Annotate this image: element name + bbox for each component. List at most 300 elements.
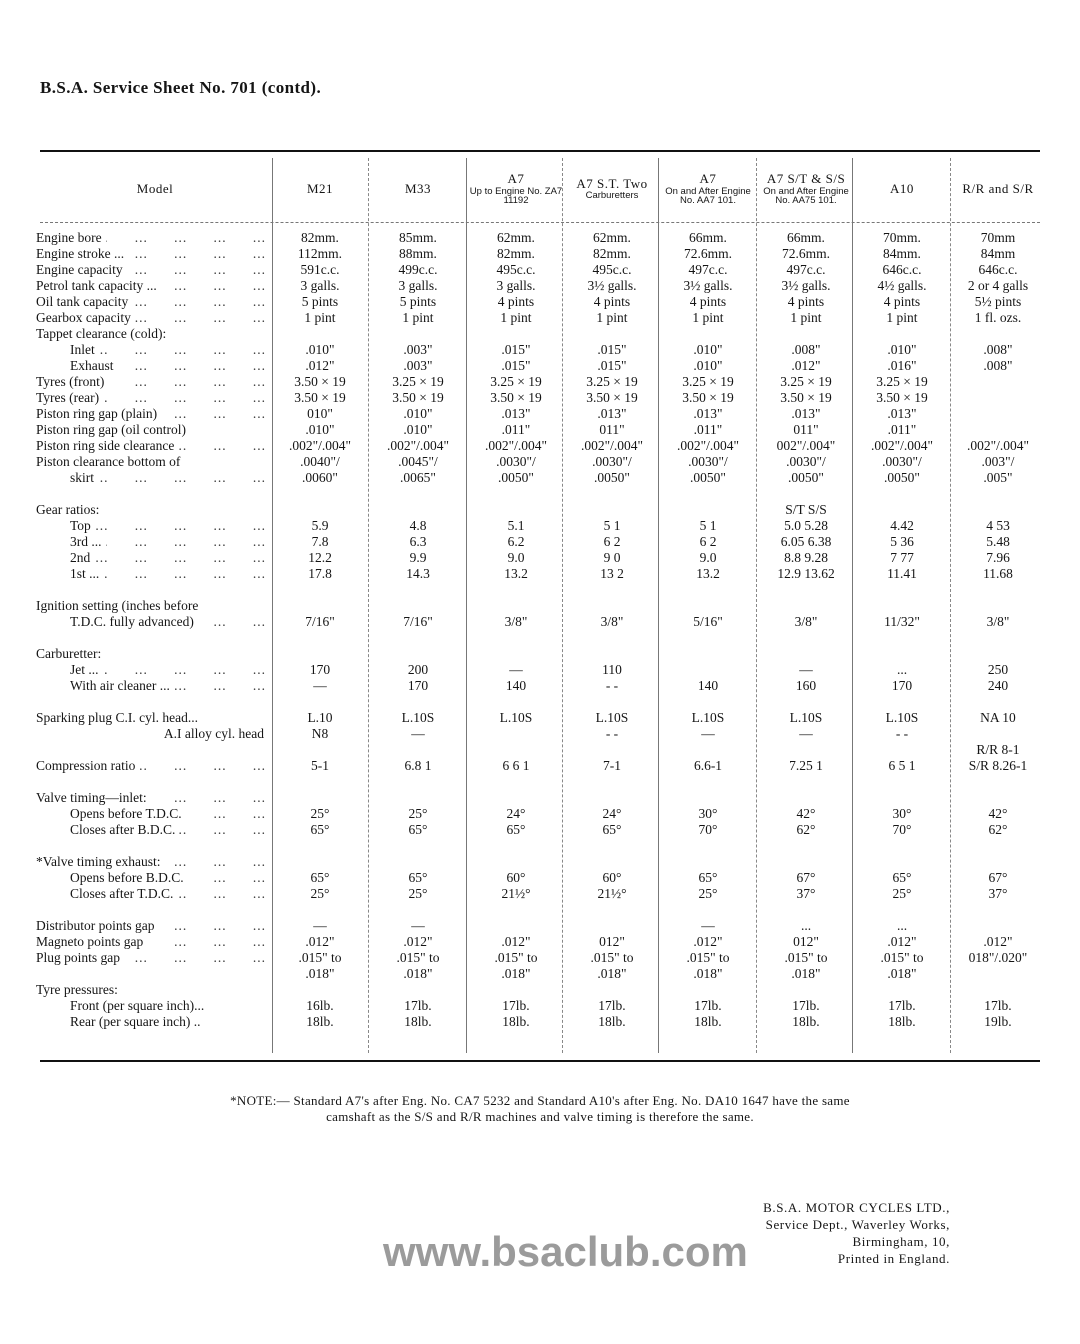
- row-label: Valve timing—inlet: ...: [36, 790, 272, 806]
- table-cell: .0050": [690, 470, 726, 485]
- table-cell: .010": [693, 358, 723, 373]
- table-cell: 1 fl. ozs.: [974, 310, 1022, 325]
- table-cell: 1 pint: [402, 310, 434, 325]
- table-cell: 18lb.: [306, 1014, 334, 1029]
- header-model-label: Model: [136, 180, 174, 196]
- table-cell: 6.8 1: [404, 758, 432, 773]
- row-label: Engine stroke ... ...: [36, 246, 272, 262]
- table-cell: 3.50 × 19: [876, 390, 928, 405]
- table-cell: 3 galls.: [398, 278, 438, 293]
- table-cell: 112mm.: [297, 246, 343, 261]
- column-header-title: M33: [404, 180, 432, 196]
- table-cell: 3.25 × 19: [392, 374, 444, 389]
- table-cell: 4 pints: [593, 294, 631, 309]
- table-cell: 497c.c.: [786, 262, 826, 277]
- table-cell: 5/16": [693, 614, 723, 629]
- table-cell: .010": [305, 342, 335, 357]
- table-cell: 5 1: [603, 518, 621, 533]
- table-cell: 24°: [506, 806, 526, 821]
- table-cell: 011": [793, 422, 819, 437]
- table-cell: 24°: [602, 806, 622, 821]
- table-cell: S/T S/S: [785, 502, 827, 517]
- table-cell: .010": [305, 422, 335, 437]
- table-cell: .002"/.004": [676, 438, 740, 453]
- table-cell: .012": [305, 934, 335, 949]
- table-cell: 5.48: [986, 534, 1010, 549]
- table-cell: 5 pints: [301, 294, 339, 309]
- row-label: Inlet ...: [36, 342, 272, 358]
- table-cell: 65°: [698, 870, 718, 885]
- table-cell: .013": [597, 406, 627, 421]
- table-cell: 3.25 × 19: [876, 374, 928, 389]
- table-cell: .016": [887, 358, 917, 373]
- table-cell: ...: [800, 918, 812, 933]
- table-cell: 3.25 × 19: [586, 374, 638, 389]
- table-cell: .013": [887, 406, 917, 421]
- table-cell: 65°: [310, 870, 330, 885]
- table-cell: 60°: [602, 870, 622, 885]
- table-cell: .002"/.004": [966, 438, 1030, 453]
- row-label: Opens before B.D.C. ...: [36, 870, 272, 886]
- table-cell: 11.41: [887, 566, 917, 581]
- table-cell: 17lb.: [694, 998, 722, 1013]
- table-cell: .015" to: [396, 950, 440, 965]
- table-cell: 3/8": [600, 614, 624, 629]
- table-cell: 497c.c.: [688, 262, 728, 277]
- table-cell: 3 galls.: [300, 278, 340, 293]
- row-label: Tyres (front) ...: [36, 374, 272, 390]
- table-cell: 646c.c.: [882, 262, 922, 277]
- table-cell: .018": [693, 966, 723, 981]
- row-label: T.D.C. fully advanced) ...: [36, 614, 272, 630]
- table-cell: 6.3: [409, 534, 427, 549]
- table-cell: 25°: [892, 886, 912, 901]
- table-cell: 3.50 × 19: [586, 390, 638, 405]
- row-label: Plug points gap ...: [36, 950, 272, 966]
- table-cell: 70mm: [980, 230, 1016, 245]
- table-cell: 17lb.: [502, 998, 530, 1013]
- table-cell: 37°: [796, 886, 816, 901]
- table-cell: 17lb.: [792, 998, 820, 1013]
- table-cell: .018": [887, 966, 917, 981]
- table-cell: .0030"/: [688, 454, 728, 469]
- table-cell: 7.25 1: [789, 758, 823, 773]
- table-cell: .015" to: [880, 950, 924, 965]
- column-header-title: A7: [699, 170, 717, 186]
- table-cell: 6.6-1: [693, 758, 723, 773]
- table-cell: 13.2: [696, 566, 720, 581]
- table-cell: .015" to: [784, 950, 828, 965]
- table-cell: - -: [605, 678, 619, 693]
- column-header-title: A7: [507, 170, 525, 186]
- table-cell: .010": [693, 342, 723, 357]
- table-cell: 9.0: [699, 550, 717, 565]
- table-cell: 25°: [408, 886, 428, 901]
- table-cell: 30°: [892, 806, 912, 821]
- table-cell: —: [313, 918, 327, 933]
- table-cell: 4 pints: [883, 294, 921, 309]
- table-cell: 1 pint: [886, 310, 918, 325]
- table-cell: .010": [403, 406, 433, 421]
- table-cell: 12.2: [308, 550, 332, 565]
- table-cell: 160: [795, 678, 817, 693]
- table-cell: 13.2: [504, 566, 528, 581]
- table-cell: 25°: [408, 806, 428, 821]
- table-cell: 18lb.: [598, 1014, 626, 1029]
- table-cell: 65°: [310, 822, 330, 837]
- table-cell: 170: [309, 662, 331, 677]
- row-label: With air cleaner ... ...: [36, 678, 272, 694]
- table-cell: 12.9 13.62: [777, 566, 835, 581]
- table-cell: L.10S: [789, 710, 823, 725]
- table-cell: 3.50 × 19: [490, 390, 542, 405]
- table-cell: 72.6mm.: [683, 246, 732, 261]
- table-cell: 84mm: [980, 246, 1016, 261]
- row-label: 3rd ... ...: [36, 534, 272, 550]
- table-cell: 30°: [698, 806, 718, 821]
- table-cell: 200: [407, 662, 429, 677]
- table-cell: 495c.c.: [496, 262, 536, 277]
- table-cell: .011": [887, 422, 917, 437]
- table-cell: 9.0: [507, 550, 525, 565]
- table-cell: .018": [791, 966, 821, 981]
- table-cell: .003": [403, 358, 433, 373]
- table-cell: N8: [311, 726, 329, 741]
- table-cell: 13 2: [600, 566, 624, 581]
- table-cell: .015" to: [590, 950, 634, 965]
- table-cell: 42°: [988, 806, 1008, 821]
- table-cell: 5.9: [311, 518, 329, 533]
- table-cell: 3/8": [504, 614, 528, 629]
- table-cell: 646c.c.: [978, 262, 1018, 277]
- table-cell: 6.2: [507, 534, 525, 549]
- table-cell: .0050": [498, 470, 534, 485]
- table-cell: .002"/.004": [288, 438, 352, 453]
- row-label: Engine capacity ...: [36, 262, 272, 278]
- table-cell: 62mm.: [593, 230, 631, 245]
- footer-line-1: B.S.A. MOTOR CYCLES LTD.,: [763, 1200, 950, 1215]
- table-cell: 1 pint: [304, 310, 336, 325]
- table-cell: 18lb.: [502, 1014, 530, 1029]
- table-cell: S/R 8.26-1: [968, 758, 1028, 773]
- table-cell: 17.8: [308, 566, 332, 581]
- table-cell: 7 77: [890, 550, 914, 565]
- table-cell: 4.8: [409, 518, 427, 533]
- table-cell: 250: [987, 662, 1009, 677]
- table-cell: L.10S: [499, 710, 533, 725]
- table-cell: 012": [793, 934, 819, 949]
- table-cell: 67°: [796, 870, 816, 885]
- table-cell: 010": [307, 406, 333, 421]
- table-cell: 62°: [796, 822, 816, 837]
- table-cell: 70°: [892, 822, 912, 837]
- table-cell: 37°: [988, 886, 1008, 901]
- table-cell: 5 36: [890, 534, 914, 549]
- table-cell: 3.50 × 19: [294, 374, 346, 389]
- table-cell: 3.50 × 19: [294, 390, 346, 405]
- table-cell: 3½ galls.: [587, 278, 637, 293]
- table-cell: 3 galls.: [496, 278, 536, 293]
- table-cell: 18lb.: [888, 1014, 916, 1029]
- column-header-title: A7 S.T. Two: [576, 175, 648, 191]
- table-cell: 495c.c.: [592, 262, 632, 277]
- table-cell: .015": [597, 358, 627, 373]
- table-cell: 7-1: [603, 758, 621, 773]
- row-label: Tyre pressures:: [36, 982, 272, 998]
- column-header-subtitle: Carburetters: [585, 190, 639, 202]
- table-cell: 82mm.: [301, 230, 339, 245]
- table-cell: 4½ galls.: [877, 278, 927, 293]
- table-cell: 5 1: [699, 518, 717, 533]
- table-cell: 591c.c.: [300, 262, 340, 277]
- table-cell: .018": [501, 966, 531, 981]
- table-cell: 7.8: [311, 534, 329, 549]
- footer-line-4: Printed in England.: [837, 1250, 950, 1266]
- row-label: Jet ... ...: [36, 662, 272, 678]
- row-label: 1st ... ...: [36, 566, 272, 582]
- table-cell: 240: [987, 678, 1009, 693]
- table-cell: 70mm.: [883, 230, 921, 245]
- table-cell: .010": [403, 422, 433, 437]
- table-cell: 3.25 × 19: [682, 374, 734, 389]
- table-cell: —: [411, 918, 425, 933]
- table-cell: 3½ galls.: [683, 278, 733, 293]
- table-cell: .012": [305, 358, 335, 373]
- table-cell: —: [701, 918, 715, 933]
- watermark-url: www.bsaclub.com: [383, 1228, 748, 1275]
- table-cell: .0065": [400, 470, 436, 485]
- table-cell: .018": [305, 966, 335, 981]
- table-cell: ...: [896, 662, 908, 677]
- table-cell: 25°: [698, 886, 718, 901]
- table-cell: 7/16": [403, 614, 433, 629]
- table-cell: 110: [602, 662, 622, 677]
- row-label: Piston ring gap (oil control): [36, 422, 272, 438]
- table-cell: 3.50 × 19: [682, 390, 734, 405]
- table-cell: .012": [791, 358, 821, 373]
- table-cell: 3½ galls.: [781, 278, 831, 293]
- table-cell: .0060": [302, 470, 338, 485]
- footer-line-2: Service Dept., Waverley Works,: [765, 1216, 950, 1232]
- table-cell: .013": [693, 406, 723, 421]
- table-cell: 14.3: [406, 566, 430, 581]
- table-cell: 65°: [602, 822, 622, 837]
- table-cell: 1 pint: [692, 310, 724, 325]
- row-label: Piston ring side clearance ...: [36, 438, 272, 454]
- table-cell: .003"/: [981, 454, 1015, 469]
- row-label: Rear (per square inch) ..: [36, 1014, 272, 1030]
- table-cell: .0045"/: [398, 454, 438, 469]
- table-cell: L.10S: [691, 710, 725, 725]
- table-cell: .015" to: [686, 950, 730, 965]
- table-cell: 4 pints: [787, 294, 825, 309]
- table-cell: 4.42: [890, 518, 914, 533]
- table-cell: 21½°: [501, 886, 531, 901]
- table-cell: ...: [896, 918, 908, 933]
- row-label: Ignition setting (inches before: [36, 598, 272, 614]
- row-label: Oil tank capacity ...: [36, 294, 272, 310]
- table-cell: .002"/.004": [484, 438, 548, 453]
- row-label: Gearbox capacity ...: [36, 310, 272, 326]
- table-cell: L.10S: [401, 710, 435, 725]
- table-cell: L.10: [307, 710, 333, 725]
- table-cell: .005": [983, 470, 1013, 485]
- table-cell: 2 or 4 galls: [967, 278, 1029, 293]
- table-cell: 5-1: [311, 758, 329, 773]
- table-cell: 65°: [506, 822, 526, 837]
- row-label: A.I alloy cyl. head: [36, 726, 268, 742]
- table-cell: .013": [501, 406, 531, 421]
- row-label: Front (per square inch)...: [36, 998, 272, 1014]
- footer-line-3: Birmingham, 10,: [852, 1233, 950, 1249]
- table-cell: —: [701, 726, 715, 741]
- row-label: Piston ring gap (plain) ...: [36, 406, 272, 422]
- row-label: Top ...: [36, 518, 272, 534]
- row-label: skirt ...: [36, 470, 272, 486]
- table-cell: 17lb.: [404, 998, 432, 1013]
- table-cell: .0030"/: [882, 454, 922, 469]
- table-cell: .002"/.004": [386, 438, 450, 453]
- table-cell: 7.96: [986, 550, 1010, 565]
- table-cell: R/R 8-1: [976, 742, 1020, 757]
- table-cell: 6 2: [699, 534, 717, 549]
- table-cell: .015": [501, 358, 531, 373]
- table-cell: 3.50 × 19: [392, 390, 444, 405]
- table-cell: 6 2: [603, 534, 621, 549]
- table-cell: 3/8": [794, 614, 818, 629]
- table-cell: .003": [403, 342, 433, 357]
- row-label: *Valve timing exhaust: ...: [36, 854, 272, 870]
- row-label: Closes after T.D.C. ...: [36, 886, 272, 902]
- table-cell: .018": [597, 966, 627, 981]
- row-label: 2nd ...: [36, 550, 272, 566]
- table-cell: 7/16": [305, 614, 335, 629]
- table-cell: 16lb.: [306, 998, 334, 1013]
- footnote: [60, 1093, 1020, 1126]
- table-cell: —: [313, 678, 327, 693]
- table-cell: .012": [983, 934, 1013, 949]
- page-title: B.S.A. Service Sheet No. 701 (contd).: [40, 78, 322, 97]
- table-cell: 6 5 1: [888, 758, 916, 773]
- table-cell: —: [799, 662, 813, 677]
- table-cell: 140: [505, 678, 527, 693]
- row-label: Tyres (rear) ...: [36, 390, 272, 406]
- table-cell: 4 pints: [497, 294, 535, 309]
- table-cell: 5.0 5.28: [784, 518, 828, 533]
- row-label: Magneto points gap ...: [36, 934, 272, 950]
- row-label: Piston clearance bottom of: [36, 454, 272, 470]
- table-cell: 88mm.: [399, 246, 437, 261]
- table-cell: 25°: [310, 886, 330, 901]
- row-label: Distributor points gap ...: [36, 918, 272, 934]
- table-cell: 62°: [988, 822, 1008, 837]
- table-cell: L.10S: [595, 710, 629, 725]
- table-cell: 65°: [892, 870, 912, 885]
- column-header-subtitle: Up to Engine No. ZA7 11192: [469, 185, 563, 207]
- table-cell: 140: [697, 678, 719, 693]
- table-cell: .0040"/: [300, 454, 340, 469]
- table-cell: 4 pints: [689, 294, 727, 309]
- row-label: Gear ratios:: [36, 502, 272, 518]
- table-cell: 9.9: [409, 550, 427, 565]
- column-header-title: A10: [890, 180, 914, 196]
- table-cell: .015" to: [494, 950, 538, 965]
- table-cell: 18lb.: [792, 1014, 820, 1029]
- table-cell: 21½°: [597, 886, 627, 901]
- row-label: Engine bore ...: [36, 230, 272, 246]
- row-label: Exhaust ...: [36, 358, 272, 374]
- table-cell: 42°: [796, 806, 816, 821]
- table-cell: .011": [501, 422, 531, 437]
- table-cell: 70°: [698, 822, 718, 837]
- table-cell: .002"/.004": [580, 438, 644, 453]
- column-header-subtitle: On and After Engine No. AA75 101.: [763, 185, 849, 207]
- table-cell: L.10S: [885, 710, 919, 725]
- table-cell: .008": [983, 358, 1013, 373]
- table-cell: .011": [693, 422, 723, 437]
- table-cell: .0030"/: [786, 454, 826, 469]
- table-cell: .012": [403, 934, 433, 949]
- row-label: Sparking plug C.I. cyl. head...: [36, 710, 272, 726]
- row-label: Compression ratio ...: [36, 758, 272, 774]
- table-cell: 011": [599, 422, 625, 437]
- row-label: Carburetter:: [36, 646, 272, 662]
- column-header-title: A7 S/T & S/S: [766, 170, 846, 186]
- table-cell: 11.68: [983, 566, 1013, 581]
- table-cell: 72.6mm.: [781, 246, 830, 261]
- table-cell: .008": [791, 342, 821, 357]
- table-cell: 1 pint: [790, 310, 822, 325]
- table-cell: 3.50 × 19: [780, 390, 832, 405]
- table-cell: 5½ pints: [974, 294, 1022, 309]
- table-cell: 18lb.: [694, 1014, 722, 1029]
- table-cell: 17lb.: [984, 998, 1012, 1013]
- footnote-line-1: *NOTE:— Standard A7's after Eng. No. CA7 5232 and Standard A10's after Eng. No. DA10 1647 have the same: [230, 1093, 850, 1108]
- table-cell: 3/8": [986, 614, 1010, 629]
- table-cell: —: [411, 726, 425, 741]
- table-cell: .012": [887, 934, 917, 949]
- table-cell: 002"/.004": [776, 438, 836, 453]
- table-cell: .010": [887, 342, 917, 357]
- table-cell: 3.25 × 19: [780, 374, 832, 389]
- table-cell: 65°: [408, 870, 428, 885]
- table-cell: 9 0: [603, 550, 621, 565]
- table-cell: 19lb.: [984, 1014, 1012, 1029]
- table-cell: 17lb.: [888, 998, 916, 1013]
- table-cell: 25°: [310, 806, 330, 821]
- table-cell: .0030"/: [592, 454, 632, 469]
- table-cell: 11/32": [884, 614, 920, 629]
- column-header-subtitle: On and After Engine No. AA7 101.: [665, 185, 751, 207]
- table-cell: 17lb.: [598, 998, 626, 1013]
- table-cell: 82mm.: [593, 246, 631, 261]
- table-cell: 6 6 1: [502, 758, 530, 773]
- table-cell: .008": [983, 342, 1013, 357]
- table-cell: .013": [791, 406, 821, 421]
- table-cell: 66mm.: [787, 230, 825, 245]
- table-cell: NA 10: [980, 710, 1016, 725]
- table-cell: .015" to: [298, 950, 342, 965]
- table-cell: 170: [891, 678, 913, 693]
- table-cell: 60°: [506, 870, 526, 885]
- table-cell: 67°: [988, 870, 1008, 885]
- row-label: Closes after B.D.C. ...: [36, 822, 272, 838]
- table-cell: 012": [599, 934, 625, 949]
- table-cell: 85mm.: [399, 230, 437, 245]
- table-cell: .0030"/: [496, 454, 536, 469]
- table-cell: 018"/.020": [968, 950, 1028, 965]
- table-cell: - -: [895, 726, 909, 741]
